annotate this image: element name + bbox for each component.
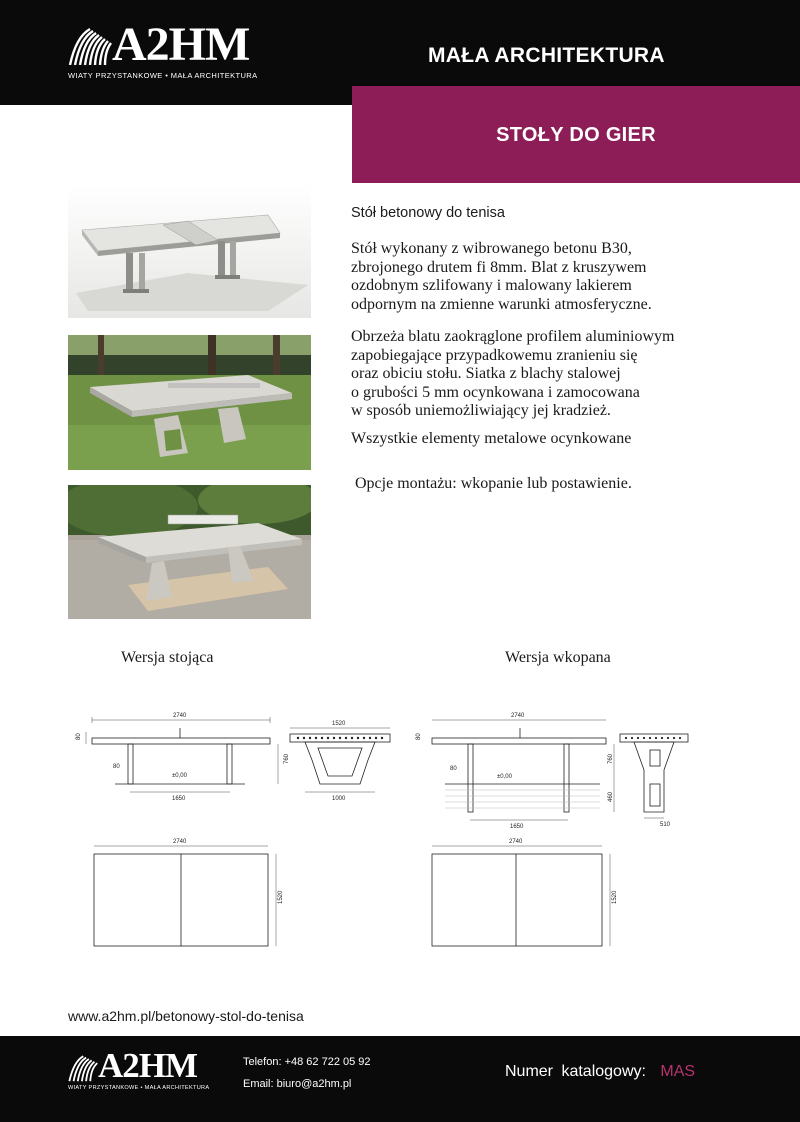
dim-level-buried: ±0,00 <box>497 774 512 780</box>
text-line: zapobiegające przypadkowemu zranieniu się <box>351 346 638 364</box>
page-footer <box>0 1036 800 1122</box>
logo-stripes-icon <box>68 1054 100 1082</box>
text-line: Obrzeża blatu zaokrąglone profilem aluminiowym <box>351 328 675 345</box>
description-paragraph-material <box>351 240 751 314</box>
dim-height-buried: 760 <box>608 753 614 764</box>
brand-tagline: WIATY PRZYSTANKOWE • MAŁA ARCHITEKTURA <box>68 71 258 80</box>
contact-email[interactable]: Email: biuro@a2hm.pl <box>243 1078 352 1090</box>
product-name: Stół betonowy do tenisa <box>351 205 505 221</box>
product-url-link[interactable]: www.a2hm.pl/betonowy-stol-do-tenisa <box>68 1008 304 1024</box>
dim-leg-width-buried: 80 <box>450 766 457 772</box>
version-standing-label: Wersja stojąca <box>121 649 214 666</box>
dim-length-buried: 2740 <box>511 713 525 719</box>
product-photo-park <box>68 335 311 470</box>
brand-wordmark: A2HM <box>112 18 250 71</box>
dim-top-length-buried: 2740 <box>509 839 523 845</box>
standing-top-view <box>94 846 276 946</box>
dim-length: 2740 <box>173 713 187 719</box>
contact-phone[interactable]: Telefon: +48 62 722 05 92 <box>243 1056 371 1068</box>
buried-side-view <box>432 720 614 820</box>
technical-drawings <box>0 700 800 1000</box>
text-line: ozdobnym szlifowany i malowany lakierem <box>351 277 632 294</box>
dim-top-width-buried: 1520 <box>612 890 618 904</box>
dim-leg-spacing-buried: 1650 <box>510 824 524 830</box>
dim-leg-width: 80 <box>113 764 120 770</box>
product-photo-render <box>68 185 311 318</box>
description-paragraph-metal: Wszystkie elementy metalowe ocynkowane <box>351 430 632 447</box>
dim-level: ±0,00 <box>172 773 187 779</box>
catalog-code: MAS <box>660 1063 696 1080</box>
text-line: w sposób uniemożliwiający jej kradzież. <box>351 402 611 419</box>
dim-top-width: 1520 <box>278 890 284 904</box>
text-line: oraz obiciu stołu. Siatka z blachy stalowej <box>351 365 621 382</box>
dim-width: 1520 <box>332 721 346 727</box>
text-line: zbrojonego drutem fi 8mm. Blat z kruszywem <box>351 258 647 276</box>
footer-brand-logo <box>68 1046 218 1098</box>
footer-brand-wordmark: A2HM <box>98 1046 198 1085</box>
catalog-number <box>505 1063 695 1081</box>
section-title: MAŁA ARCHITEKTURA <box>428 44 665 67</box>
dim-foot-width: 1000 <box>332 796 346 802</box>
dim-foot-width-buried: 510 <box>660 822 671 828</box>
buried-top-view <box>432 846 610 946</box>
category-banner <box>352 86 800 183</box>
product-photo-gravel <box>68 485 311 619</box>
dim-top-thickness: 80 <box>76 733 82 740</box>
dim-top-length: 2740 <box>173 839 187 845</box>
dim-leg-spacing: 1650 <box>172 796 186 802</box>
footer-brand-tagline: WIATY PRZYSTANKOWE • MAŁA ARCHITEKTURA <box>68 1085 210 1091</box>
buried-end-view <box>620 734 688 818</box>
description-paragraph-mounting: Opcje montażu: wkopanie lub postawienie. <box>355 475 632 492</box>
standing-side-view <box>86 717 278 792</box>
description-paragraph-edges <box>351 328 751 421</box>
text-line: o grubości 5 mm ocynkowana i zamocowana <box>351 383 640 401</box>
catalog-label: Numer katalogowy: <box>505 1063 646 1080</box>
logo-stripes-icon <box>68 27 114 65</box>
text-line: Stół wykonany z wibrowanego betonu B30, <box>351 240 632 257</box>
category-title: STOŁY DO GIER <box>496 124 656 146</box>
version-buried-label: Wersja wkopana <box>505 649 611 666</box>
dim-height: 760 <box>284 753 290 764</box>
dim-bury-depth: 460 <box>608 791 614 802</box>
text-line: odpornym na zmienne warunki atmosferyczne. <box>351 295 652 313</box>
brand-logo <box>68 18 273 83</box>
dim-top-thickness-buried: 80 <box>416 733 422 740</box>
